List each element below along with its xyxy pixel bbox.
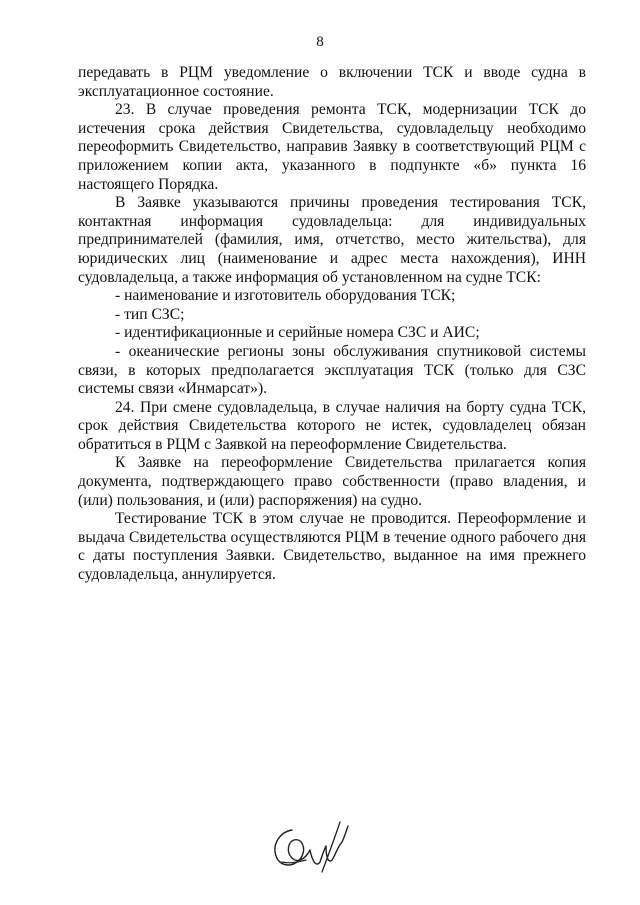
- list-item: - идентификационные и серийные номера СЗС и АИС;: [115, 324, 480, 342]
- list-item: - океанические регионы зоны обслуживания спутниковой системы связи, в которых предполагается эксплуатация ТСК (только для СЗС системы связи «Инмарсат»).: [78, 342, 586, 398]
- paragraph-23: 23. В случае проведения ремонта ТСК, модернизации ТСК до истечения срока действия Свидетельства, судовладельцу необходимо переоформить Свидетельство, направив Заявку в соответствующий РЦМ с приложением копии акта, указанного в подпункте «б» пункта 16 настоящего Порядка.: [78, 101, 586, 193]
- paragraph-testing: Тестирование ТСК в этом случае не проводится. Переоформление и выдача Свидетельства осуществляются РЦМ в течение одного рабочего дня с даты поступления Заявки. Свидетельство, выданное на имя прежнего судовладельца, аннулируется.: [78, 510, 586, 584]
- page-number: 8: [316, 34, 324, 50]
- equipment-info-list: [78, 287, 586, 399]
- paragraph-24: 24. При смене судовладельца, в случае наличия на борту судна ТСК, срок действия Свидетельства которого не истек, судовладелец обязан обратиться в РЦМ с Заявкой на переоформление Свидетельства.: [78, 398, 586, 453]
- paragraph-application-content: В Заявке указываются причины проведения тестирования ТСК, контактная информация судовладельца: для индивидуальных предпринимателей (фамилия, имя, отчетство, место жительства), для юридических лиц (наименование и адрес места нахождения), ИНН судовладельца, а также информация об установленном на судне ТСК:: [78, 194, 586, 286]
- paragraph-attachment: К Заявке на переоформление Свидетельства прилагается копия документа, подтверждающего право собственности (право владения, и (или) пользования, и (или) распоряжения) на судно.: [78, 454, 586, 509]
- paragraph-continuation: передавать в РЦМ уведомление о включении ТСК и вводе судна в эксплуатационное состояние.: [78, 64, 586, 100]
- handwritten-signature: [262, 812, 357, 880]
- list-item: - наименование и изготовитель оборудования ТСК;: [115, 287, 456, 305]
- document-body: [78, 64, 586, 585]
- list-item: - тип СЗС;: [115, 305, 185, 323]
